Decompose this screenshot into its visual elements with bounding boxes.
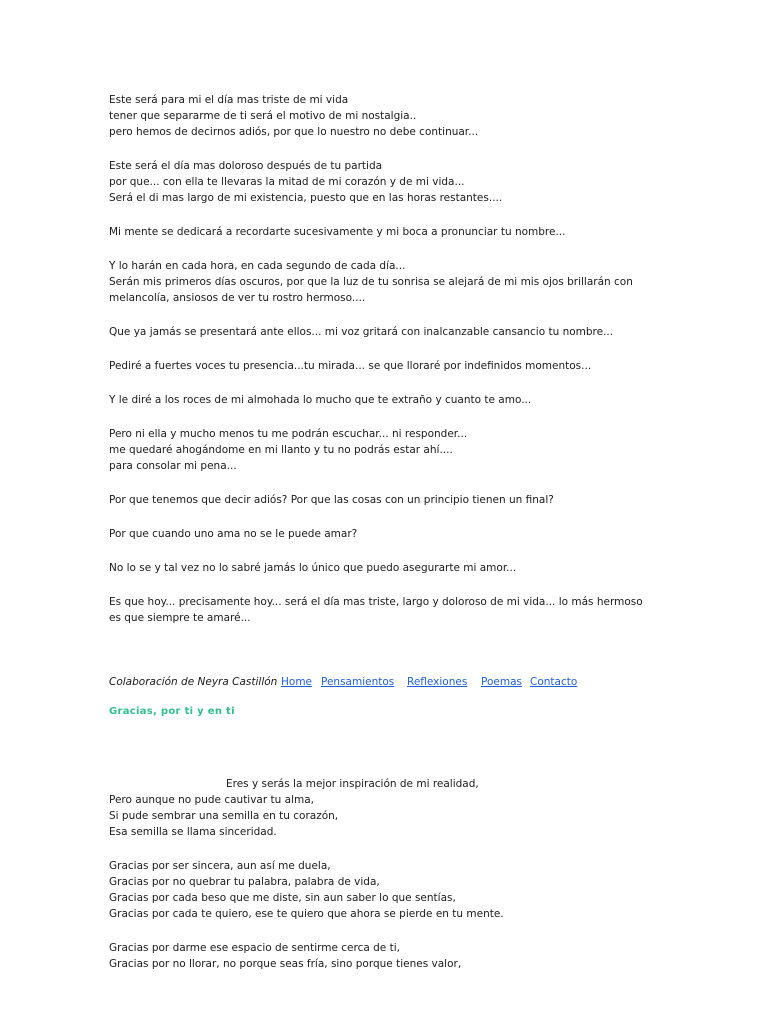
poem-line: Por que cuando uno ama no se le puede amar? bbox=[109, 528, 358, 540]
poem-line: Gracias por no quebrar tu palabra, palabra de vida, bbox=[109, 876, 380, 888]
stanza bbox=[109, 526, 669, 542]
poem-line: Gracias por darme ese espacio de sentirme cerca de ti, bbox=[109, 942, 400, 954]
stanza bbox=[109, 560, 669, 576]
poem-line: me quedaré ahogándome en mi llanto y tu no podrás estar ahí.... bbox=[109, 444, 453, 456]
poem-line: Y lo harán en cada hora, en cada segundo de cada día... bbox=[109, 260, 406, 272]
stanza bbox=[109, 858, 669, 922]
nav-link-home[interactable]: Home bbox=[281, 676, 313, 688]
poem-line: es que siempre te amaré... bbox=[109, 612, 251, 624]
poem-line: Si pude sembrar una semilla en tu corazón, bbox=[109, 810, 339, 822]
nav-link-contacto[interactable]: Contacto bbox=[530, 676, 578, 688]
poem-line: por que... con ella te llevaras la mitad de mi corazón y de mi vida... bbox=[109, 176, 465, 188]
poem-line: Eres y serás la mejor inspiración de mi realidad, bbox=[226, 778, 479, 790]
stanza bbox=[109, 92, 669, 140]
stanza bbox=[109, 258, 669, 306]
poem-line: tener que separarme de ti será el motivo de mi nostalgia.. bbox=[109, 110, 417, 122]
poem-line: Este será para mi el día mas triste de mi vida bbox=[109, 94, 349, 106]
poem-line: Esa semilla se llama sinceridad. bbox=[109, 826, 277, 838]
poem-line: No lo se y tal vez no lo sabré jamás lo único que puedo asegurarte mi amor... bbox=[109, 562, 517, 574]
nav-link-reflexiones[interactable]: Reflexiones bbox=[407, 676, 468, 688]
poem-line: Gracias por cada beso que me diste, sin aun saber lo que sentías, bbox=[109, 892, 456, 904]
document-body bbox=[109, 92, 669, 990]
poem-line: Mi mente se dedicará a recordarte sucesivamente y mi boca a pronunciar tu nombre... bbox=[109, 226, 566, 238]
poem-line: Serán mis primeros días oscuros, por que la luz de tu sonrisa se alejará de mi mis ojos brillarán con bbox=[109, 276, 633, 288]
poem-line: Este será el día mas doloroso después de tu partida bbox=[109, 160, 383, 172]
stanza bbox=[109, 324, 669, 340]
poem-line: Y le diré a los roces de mi almohada lo mucho que te extraño y cuanto te amo... bbox=[109, 394, 532, 406]
poem-line: Gracias por cada te quiero, ese te quiero que ahora se pierde en tu mente. bbox=[109, 908, 504, 920]
poem-line: pero hemos de decirnos adiós, por que lo nuestro no debe continuar... bbox=[109, 126, 479, 138]
stanza bbox=[109, 594, 669, 626]
poem-line: Pero ni ella y mucho menos tu me podrán escuchar... ni responder... bbox=[109, 428, 468, 440]
stanza bbox=[109, 224, 669, 240]
poem-line: Es que hoy... precisamente hoy... será el día mas triste, largo y doloroso de mi vida... lo más hermoso bbox=[109, 596, 643, 608]
stanza bbox=[109, 392, 669, 408]
poem-adios bbox=[109, 92, 669, 626]
poem-line: para consolar mi pena... bbox=[109, 460, 237, 472]
footer-nav-row bbox=[109, 674, 669, 692]
section-title: Gracias, por ti y en ti bbox=[109, 706, 235, 717]
stanza bbox=[109, 492, 669, 508]
poem-line: Pediré a fuertes voces tu presencia...tu mirada... se que lloraré por indefinidos momentos... bbox=[109, 360, 592, 372]
credit-text: Colaboración de Neyra Castillón bbox=[109, 676, 278, 688]
poem-line: Pero aunque no pude cautivar tu alma, bbox=[109, 794, 314, 806]
poem-line: Que ya jamás se presentará ante ellos... mi voz gritará con inalcanzable cansancio tu nombre... bbox=[109, 326, 614, 338]
stanza bbox=[109, 426, 669, 474]
stanza bbox=[109, 940, 669, 972]
stanza bbox=[109, 776, 669, 840]
stanza bbox=[109, 158, 669, 206]
nav-link-pensamientos[interactable]: Pensamientos bbox=[321, 676, 395, 688]
nav-link-poemas[interactable]: Poemas bbox=[481, 676, 522, 688]
poem-line: Será el di mas largo de mi existencia, puesto que en las horas restantes.... bbox=[109, 192, 503, 204]
poem-line: Por que tenemos que decir adiós? Por que las cosas con un principio tienen un final? bbox=[109, 494, 554, 506]
poem-line: Gracias por no llorar, no porque seas fría, sino porque tienes valor, bbox=[109, 958, 462, 970]
stanza bbox=[109, 358, 669, 374]
poem-gracias bbox=[109, 776, 669, 972]
poem-line: melancolía, ansiosos de ver tu rostro hermoso.... bbox=[109, 292, 366, 304]
poem-line: Gracias por ser sincera, aun así me duela, bbox=[109, 860, 331, 872]
